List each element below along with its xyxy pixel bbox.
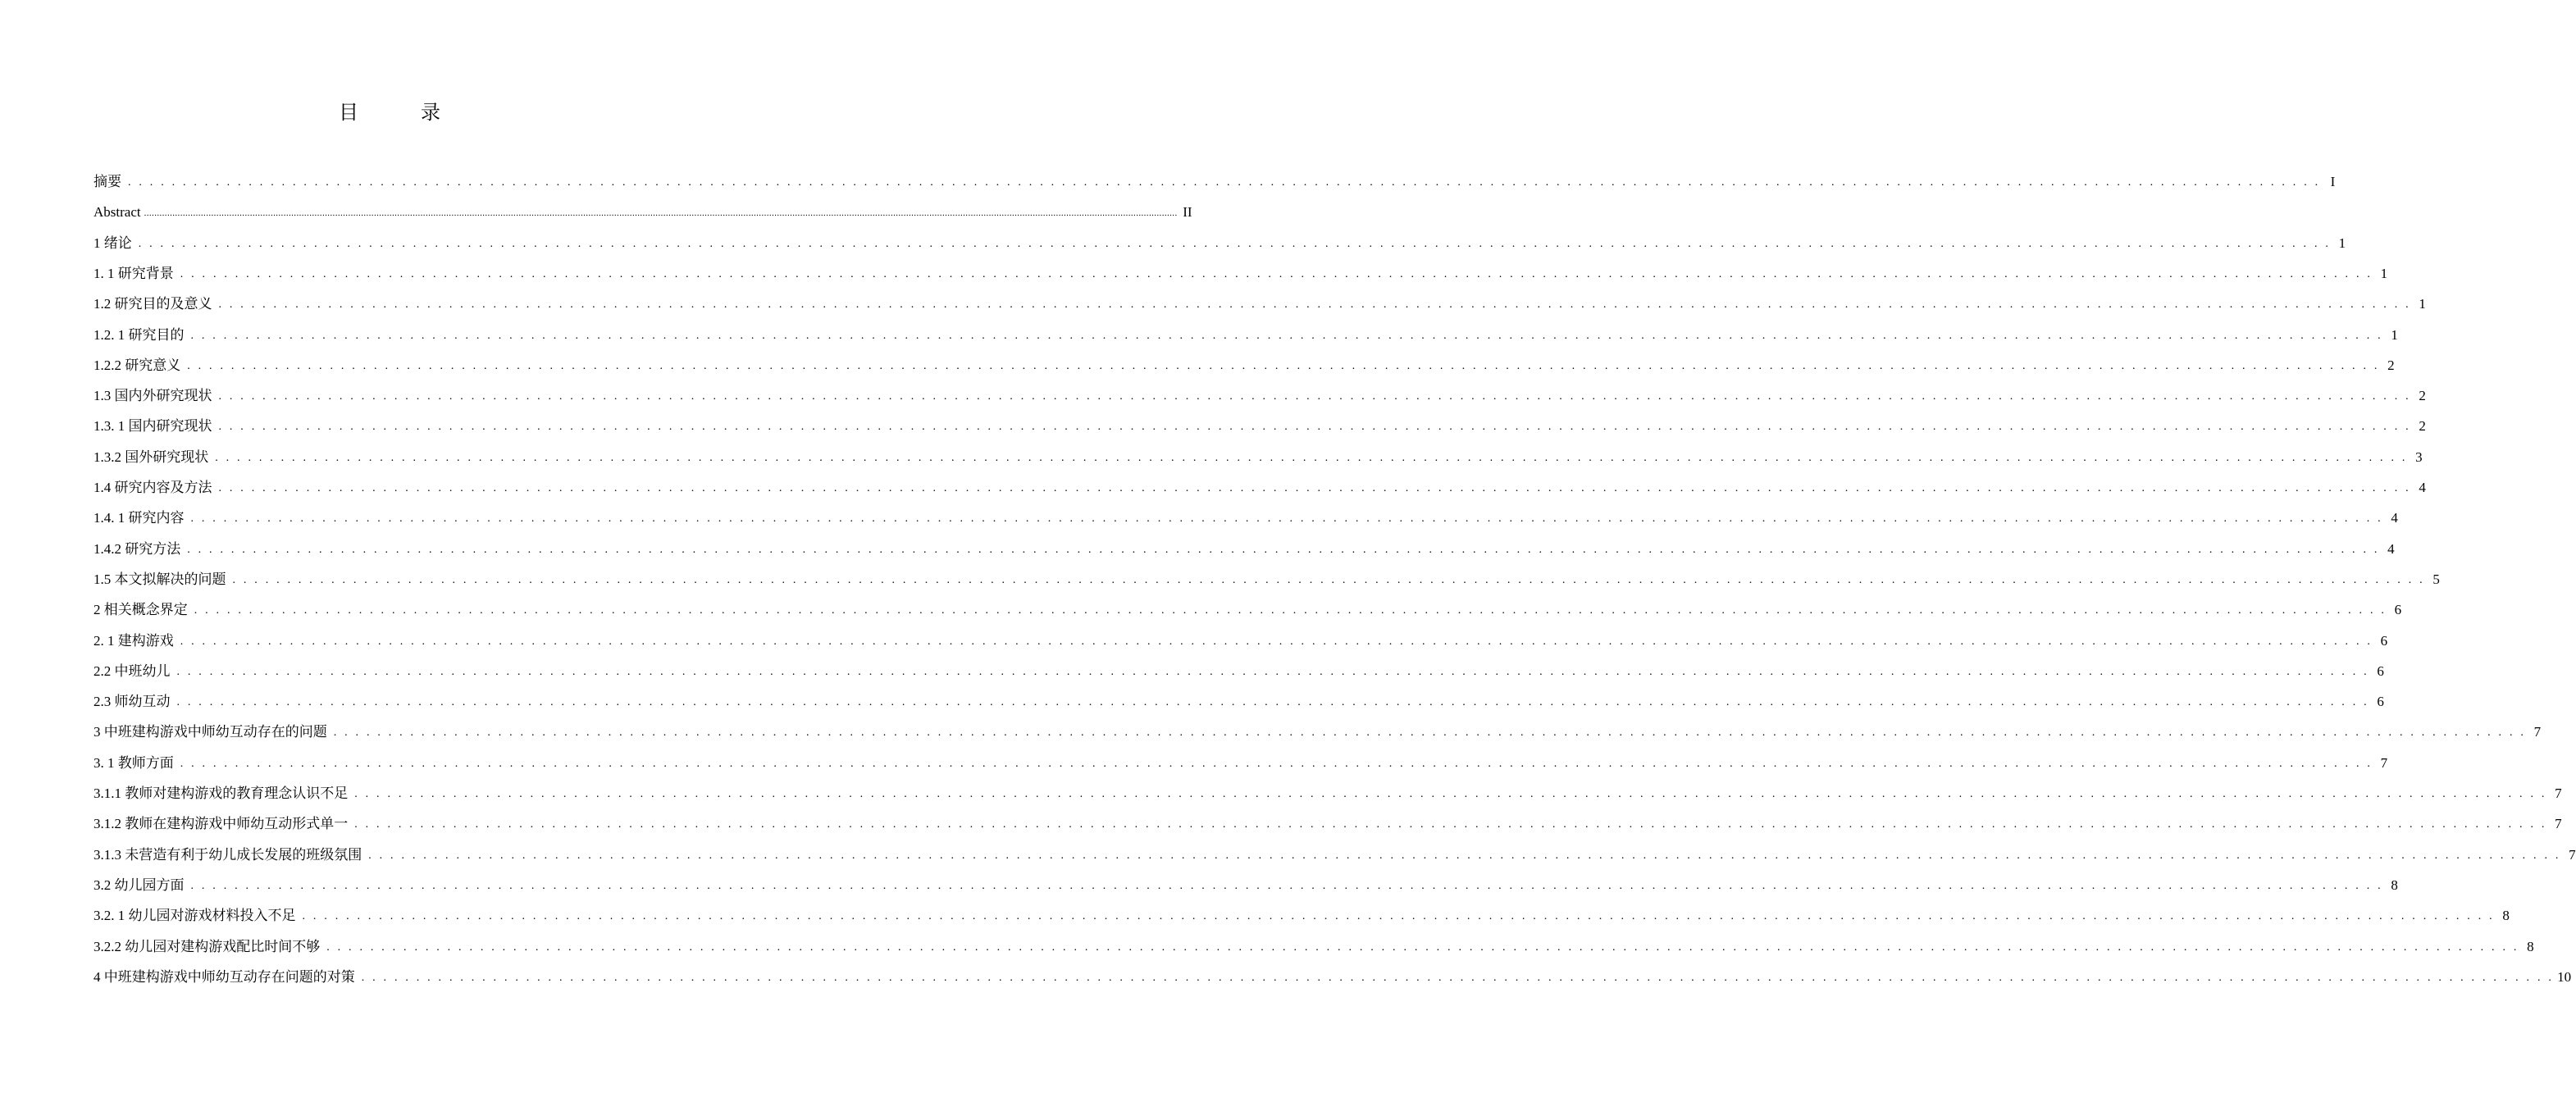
dot-leader: . . . . . . . . . . . . . . . . . . . . . . . . . . . . . . . . . . . . . . . . . . . . . . . . . . . . . . . . . . . . . . . . . . . . . . . . . . . . . . . . . . . . . . . . . . . . . . . . . . . . . . . . . . . . . . . . . . . . . . . . . . . . . . . . . . . . . . . . . . . . . . . . . . . . . . . . . . . . . . . . . . . . . . . . . . . . . . . . . . . . . . . . . . . . . . . . . . . . . . . . [218, 390, 2411, 403]
dot-leader: . . . . . . . . . . . . . . . . . . . . . . . . . . . . . . . . . . . . . . . . . . . . . . . . . . . . . . . . . . . . . . . . . . . . . . . . . . . . . . . . . . . . . . . . . . . . . . . . . . . . . . . . . . . . . . . . . . . . . . . . . . . . . . . . . . . . . . . . . . . . . . . . . . . . . . . . . . . . . . . . . . . . . . . . . . . . . . . . . . . . . . . . . . . . . . . . . . . . . . . . [176, 665, 2369, 678]
toc-entry-page: 6 [2377, 663, 2384, 679]
toc-entry-label: 1.3 国内外研究现状 [93, 388, 212, 404]
toc-entry-label: 3.2 幼儿园方面 [93, 877, 185, 893]
toc-entry-label: 3.1.2 教师在建构游戏中师幼互动形式单一 [93, 816, 349, 832]
toc-entry-label: 1.5 本文拟解决的问题 [93, 571, 226, 587]
toc-entry-page: 10 [2557, 968, 2572, 985]
toc-entry-page: 7 [2555, 816, 2562, 832]
toc-entry-page: 1 [2419, 296, 2426, 312]
toc-entry-label: 3.1.3 未营造有利于幼儿成长发展的班级氛围 [93, 846, 362, 863]
toc-entry[interactable] [93, 965, 2572, 986]
toc-entry-label: 3.1.1 教师对建构游戏的教育理念认识不足 [93, 786, 349, 801]
dot-leader: . . . . . . . . . . . . . . . . . . . . . . . . . . . . . . . . . . . . . . . . . . . . . . . . . . . . . . . . . . . . . . . . . . . . . . . . . . . . . . . . . . . . . . . . . . . . . . . . . . . . . . . . . . . . . . . . . . . . . . . . . . . . . . . . . . . . . . . . . . . . . . . . . . . . . . . . . . . . . . . . . . . . . . . . . . . . . . . . . . . . . . . . . . . . . . . . . . . . . . . . [333, 726, 2527, 740]
dot-leader: . . . . . . . . . . . . . . . . . . . . . . . . . . . . . . . . . . . . . . . . . . . . . . . . . . . . . . . . . . . . . . . . . . . . . . . . . . . . . . . . . . . . . . . . . . . . . . . . . . . . . . . . . . . . . . . . . . . . . . . . . . . . . . . . . . . . . . . . . . . . . . . . . . . . . . . . . . . . . . . . . . . . . . . . . . . . . . . . . . . . . . . . . . . . . . . . . . . . . . . . [232, 573, 2425, 586]
toc-entry[interactable] [93, 353, 2395, 375]
toc-entry-page: 7 [2569, 846, 2576, 863]
dot-leader: . . . . . . . . . . . . . . . . . . . . . . . . . . . . . . . . . . . . . . . . . . . . . . . . . . . . . . . . . . . . . . . . . . . . . . . . . . . . . . . . . . . . . . . . . . . . . . . . . . . . . . . . . . . . . . . . . . . . . . . . . . . . . . . . . . . . . . . . . . . . . . . . . . . . . . . . . . . . . . . . . . . . . . . . . . . . . . . . . . . . . . . . . . . . . . . . . . . . . . . . [138, 237, 2332, 250]
dot-leader: . . . . . . . . . . . . . . . . . . . . . . . . . . . . . . . . . . . . . . . . . . . . . . . . . . . . . . . . . . . . . . . . . . . . . . . . . . . . . . . . . . . . . . . . . . . . . . . . . . . . . . . . . . . . . . . . . . . . . . . . . . . . . . . . . . . . . . . . . . . . . . . . . . . . . . . . . . . . . . . . . . . . . . . . . . . . . . . . . . . . . . . . . . . . . . . . . . . . . . . . [354, 818, 2547, 831]
toc-entry-page: 8 [2527, 938, 2534, 954]
toc-entry[interactable] [93, 323, 2398, 344]
toc-entry[interactable] [93, 873, 2398, 895]
toc-entry-label: 3.2. 1 幼儿园对游戏材料投入不足 [93, 908, 296, 924]
dot-leader: ................................................................................................................................................................................................................................................................................................................................................................................................................ [144, 208, 1178, 219]
dot-leader: . . . . . . . . . . . . . . . . . . . . . . . . . . . . . . . . . . . . . . . . . . . . . . . . . . . . . . . . . . . . . . . . . . . . . . . . . . . . . . . . . . . . . . . . . . . . . . . . . . . . . . . . . . . . . . . . . . . . . . . . . . . . . . . . . . . . . . . . . . . . . . . . . . . . . . . . . . . . . . . . . . . . . . . . . . . . . . . . . . . . . . . . . . . . . . . . . . . . . . . . [215, 451, 2408, 464]
dot-leader: . . . . . . . . . . . . . . . . . . . . . . . . . . . . . . . . . . . . . . . . . . . . . . . . . . . . . . . . . . . . . . . . . . . . . . . . . . . . . . . . . . . . . . . . . . . . . . . . . . . . . . . . . . . . . . . . . . . . . . . . . . . . . . . . . . . . . . . . . . . . . . . . . . . . . . . . . . . . . . . . . . . . . . . . . . . . . . . . . . . . . . . . . . . . . . . . . . . . . . . . [190, 512, 2383, 526]
toc-entry[interactable] [93, 537, 2395, 558]
toc-entry-label: 2. 1 建构游戏 [93, 632, 174, 649]
toc-entry-page: 8 [2391, 877, 2398, 893]
toc-entry-label: 2.3 师幼互动 [93, 694, 171, 710]
dot-leader: . . . . . . . . . . . . . . . . . . . . . . . . . . . . . . . . . . . . . . . . . . . . . . . . . . . . . . . . . . . . . . . . . . . . . . . . . . . . . . . . . . . . . . . . . . . . . . . . . . . . . . . . . . . . . . . . . . . . . . . . . . . . . . . . . . . . . . . . . . . . . . . . . . . . . . . . . . . . . . . . . . . . . . . . . . . . . . . . . . . . . . . . . . . . . . . . . . . . . . . . [190, 329, 2383, 342]
toc-entry-label: 1.2 研究目的及意义 [93, 296, 212, 312]
toc-entry-label: 3.2.2 幼儿园对建构游戏配比时间不够 [93, 938, 321, 954]
toc-entry-label: 1.2. 1 研究目的 [93, 326, 185, 343]
toc-entry-page: 7 [2533, 724, 2542, 740]
toc-entry[interactable] [93, 476, 2426, 497]
dot-leader: . . . . . . . . . . . . . . . . . . . . . . . . . . . . . . . . . . . . . . . . . . . . . . . . . . . . . . . . . . . . . . . . . . . . . . . . . . . . . . . . . . . . . . . . . . . . . . . . . . . . . . . . . . . . . . . . . . . . . . . . . . . . . . . . . . . . . . . . . . . . . . . . . . . . . . . . . . . . . . . . . . . . . . . . . . . . . . . . . . . . . . . . . . . . . . . . . . . . . . . . [218, 298, 2411, 312]
toc-entry-label: 1.3. 1 国内研究现状 [93, 418, 212, 435]
toc-entry-page: I [2330, 174, 2336, 189]
toc-entry[interactable] [93, 629, 2388, 650]
toc-entry[interactable] [93, 904, 2510, 925]
toc-entry[interactable] [93, 292, 2426, 313]
dot-leader: . . . . . . . . . . . . . . . . . . . . . . . . . . . . . . . . . . . . . . . . . . . . . . . . . . . . . . . . . . . . . . . . . . . . . . . . . . . . . . . . . . . . . . . . . . . . . . . . . . . . . . . . . . . . . . . . . . . . . . . . . . . . . . . . . . . . . . . . . . . . . . . . . . . . . . . . . . . . . . . . . . . . . . . . . . . . . . . . . . . . . . . . . . . . . . . . . . . . . . . . [128, 176, 2321, 189]
toc-entry[interactable] [93, 690, 2384, 711]
toc-entry[interactable] [93, 598, 2402, 619]
toc-entry[interactable] [93, 659, 2384, 681]
toc-entry-page: 3 [2415, 449, 2423, 465]
page-title: 目 录 [339, 102, 462, 124]
dot-leader: . . . . . . . . . . . . . . . . . . . . . . . . . . . . . . . . . . . . . . . . . . . . . . . . . . . . . . . . . . . . . . . . . . . . . . . . . . . . . . . . . . . . . . . . . . . . . . . . . . . . . . . . . . . . . . . . . . . . . . . . . . . . . . . . . . . . . . . . . . . . . . . . . . . . . . . . . . . . . . . . . . . . . . . . . . . . . . . . . . . . . . . . . . . . . . . . . . . . . . . . [218, 482, 2411, 494]
toc-entry[interactable] [93, 812, 2562, 833]
toc-entry-page: 6 [2394, 602, 2402, 618]
toc-entry-page: 2 [2387, 357, 2395, 373]
dot-leader: . . . . . . . . . . . . . . . . . . . . . . . . . . . . . . . . . . . . . . . . . . . . . . . . . . . . . . . . . . . . . . . . . . . . . . . . . . . . . . . . . . . . . . . . . . . . . . . . . . . . . . . . . . . . . . . . . . . . . . . . . . . . . . . . . . . . . . . . . . . . . . . . . . . . . . . . . . . . . . . . . . . . . . . . . . . . . . . . . . . . . . . . . . . . . . . . . . . . . . . . [302, 910, 2495, 923]
dot-leader: . . . . . . . . . . . . . . . . . . . . . . . . . . . . . . . . . . . . . . . . . . . . . . . . . . . . . . . . . . . . . . . . . . . . . . . . . . . . . . . . . . . . . . . . . . . . . . . . . . . . . . . . . . . . . . . . . . . . . . . . . . . . . . . . . . . . . . . . . . . . . . . . . . . . . . . . . . . . . . . . . . . . . . . . . . . . . . . . . . . . . . . . . . . . . . . . . . . . . . . . [354, 788, 2547, 800]
toc-entry[interactable] [93, 935, 2534, 956]
dot-leader: . . . . . . . . . . . . . . . . . . . . . . . . . . . . . . . . . . . . . . . . . . . . . . . . . . . . . . . . . . . . . . . . . . . . . . . . . . . . . . . . . . . . . . . . . . . . . . . . . . . . . . . . . . . . . . . . . . . . . . . . . . . . . . . . . . . . . . . . . . . . . . . . . . . . . . . . . . . . . . . . . . . . . . . . . . . . . . . . . . . . . . . . . . . . . . . . . . . . . . . . [180, 635, 2373, 648]
toc-entry-page: 1 [2380, 265, 2388, 281]
toc-entry[interactable] [93, 384, 2426, 405]
toc-entry-label: 摘要 [93, 174, 121, 189]
toc-entry-page: 1 [2338, 235, 2346, 251]
dot-leader: . . . . . . . . . . . . . . . . . . . . . . . . . . . . . . . . . . . . . . . . . . . . . . . . . . . . . . . . . . . . . . . . . . . . . . . . . . . . . . . . . . . . . . . . . . . . . . . . . . . . . . . . . . . . . . . . . . . . . . . . . . . . . . . . . . . . . . . . . . . . . . . . . . . . . . . . . . . . . . . . . . . . . . . . . . . . . . . . . . . . . . . . . . . . . . . . . . . . . . . . [187, 543, 2380, 556]
toc-entry-label: 1.2.2 研究意义 [93, 357, 181, 373]
toc-entry[interactable] [93, 170, 2336, 191]
toc-entry[interactable] [93, 231, 2346, 253]
toc-entry-page: 8 [2502, 908, 2510, 924]
toc-entry-page: 5 [2432, 571, 2440, 587]
toc-entry-label: 1. 1 研究背景 [93, 265, 174, 281]
toc-entry-page: 4 [2419, 480, 2426, 495]
toc-entry-label: 1.3.2 国外研究现状 [93, 449, 209, 465]
dot-leader: . . . . . . . . . . . . . . . . . . . . . . . . . . . . . . . . . . . . . . . . . . . . . . . . . . . . . . . . . . . . . . . . . . . . . . . . . . . . . . . . . . . . . . . . . . . . . . . . . . . . . . . . . . . . . . . . . . . . . . . . . . . . . . . . . . . . . . . . . . . . . . . . . . . . . . . . . . . . . . . . . . . . . . . . . . . . . . . . . . . . . . . . . . . . . . . . . . . . . . . . [194, 604, 2387, 617]
dot-leader: . . . . . . . . . . . . . . . . . . . . . . . . . . . . . . . . . . . . . . . . . . . . . . . . . . . . . . . . . . . . . . . . . . . . . . . . . . . . . . . . . . . . . . . . . . . . . . . . . . . . . . . . . . . . . . . . . . . . . . . . . . . . . . . . . . . . . . . . . . . . . . . . . . . . . . . . . . . . . . . . . . . . . . . . . . . . . . . . . . . . . . . . . . . . . . . . . . . . . . . . [368, 849, 2561, 862]
toc-entry-label: 4 中班建构游戏中师幼互动存在问题的对策 [93, 968, 355, 985]
toc-entry-label: 2.2 中班幼儿 [93, 663, 171, 679]
toc-entry-label: 3. 1 教师方面 [93, 754, 174, 771]
toc-entry[interactable] [93, 720, 2542, 741]
toc-entry-page: 7 [2555, 786, 2562, 801]
toc-entry-page: 6 [2380, 632, 2388, 649]
toc-entry[interactable] [93, 781, 2562, 803]
toc-entry-page: 4 [2391, 510, 2398, 526]
toc-entry[interactable] [93, 262, 2388, 283]
dot-leader: . . . . . . . . . . . . . . . . . . . . . . . . . . . . . . . . . . . . . . . . . . . . . . . . . . . . . . . . . . . . . . . . . . . . . . . . . . . . . . . . . . . . . . . . . . . . . . . . . . . . . . . . . . . . . . . . . . . . . . . . . . . . . . . . . . . . . . . . . . . . . . . . . . . . . . . . . . . . . . . . . . . . . . . . . . . . . . . . . . . . . . . . . . . . . . . . . . . . . . . . [187, 359, 2380, 372]
toc-entry-label: 1.4 研究内容及方法 [93, 480, 212, 495]
toc-entry[interactable] [93, 751, 2388, 772]
toc-entry[interactable] [93, 445, 2423, 467]
dot-leader: . . . . . . . . . . . . . . . . . . . . . . . . . . . . . . . . . . . . . . . . . . . . . . . . . . . . . . . . . . . . . . . . . . . . . . . . . . . . . . . . . . . . . . . . . . . . . . . . . . . . . . . . . . . . . . . . . . . . . . . . . . . . . . . . . . . . . . . . . . . . . . . . . . . . . . . . . . . . . . . . . . . . . . . . . . . . . . . . . . . . . . . . . . . . . . . . . . . . . . . . [176, 696, 2369, 709]
toc-entry-page: 4 [2387, 540, 2395, 557]
dot-leader: . . . . . . . . . . . . . . . . . . . . . . . . . . . . . . . . . . . . . . . . . . . . . . . . . . . . . . . . . . . . . . . . . . . . . . . . . . . . . . . . . . . . . . . . . . . . . . . . . . . . . . . . . . . . . . . . . . . . . . . . . . . . . . . . . . . . . . . . . . . . . . . . . . . . . . . . . . . . . . . . . . . . . . . . . . . . . . . . . . . . . . . . . . . . . . . . . . . . . . . . [218, 421, 2411, 434]
toc-entry[interactable] [93, 567, 2440, 589]
dot-leader: . . . . . . . . . . . . . . . . . . . . . . . . . . . . . . . . . . . . . . . . . . . . . . . . . . . . . . . . . . . . . . . . . . . . . . . . . . . . . . . . . . . . . . . . . . . . . . . . . . . . . . . . . . . . . . . . . . . . . . . . . . . . . . . . . . . . . . . . . . . . . . . . . . . . . . . . . . . . . . . . . . . . . . . . . . . . . . . . . . . . . . . . . . . . . . . . . . . . . . . . [180, 267, 2373, 280]
toc-entry[interactable] [93, 506, 2398, 527]
toc-entry-page: 7 [2380, 754, 2388, 771]
toc-entry-page: 2 [2419, 418, 2426, 435]
toc-entry-label: 1 绪论 [93, 235, 132, 251]
dot-leader: . . . . . . . . . . . . . . . . . . . . . . . . . . . . . . . . . . . . . . . . . . . . . . . . . . . . . . . . . . . . . . . . . . . . . . . . . . . . . . . . . . . . . . . . . . . . . . . . . . . . . . . . . . . . . . . . . . . . . . . . . . . . . . . . . . . . . . . . . . . . . . . . . . . . . . . . . . . . . . . . . . . . . . . . . . . . . . . . . . . . . . . . . . . . . . . . . . . . . . . . [326, 940, 2519, 954]
dot-leader: . . . . . . . . . . . . . . . . . . . . . . . . . . . . . . . . . . . . . . . . . . . . . . . . . . . . . . . . . . . . . . . . . . . . . . . . . . . . . . . . . . . . . . . . . . . . . . . . . . . . . . . . . . . . . . . . . . . . . . . . . . . . . . . . . . . . . . . . . . . . . . . . . . . . . . . . . . . . . . . . . . . . . . . . . . . . . . . . . . . . . . . . . . . . . . . . . . . . . . . . [361, 971, 2555, 984]
toc-entry-label: 1.4. 1 研究内容 [93, 510, 185, 526]
toc-entry-page: 2 [2419, 388, 2426, 404]
toc-entry-page: 6 [2377, 694, 2384, 710]
toc-entry-label: 2 相关概念界定 [93, 602, 188, 618]
toc-entry-page: II [1183, 204, 1192, 221]
toc-entry-label: Abstract [93, 204, 141, 221]
toc-entry[interactable] [93, 200, 1192, 221]
toc-entry-label: 1.4.2 研究方法 [93, 540, 181, 557]
toc-entry[interactable] [93, 843, 2576, 864]
dot-leader: . . . . . . . . . . . . . . . . . . . . . . . . . . . . . . . . . . . . . . . . . . . . . . . . . . . . . . . . . . . . . . . . . . . . . . . . . . . . . . . . . . . . . . . . . . . . . . . . . . . . . . . . . . . . . . . . . . . . . . . . . . . . . . . . . . . . . . . . . . . . . . . . . . . . . . . . . . . . . . . . . . . . . . . . . . . . . . . . . . . . . . . . . . . . . . . . . . . . . . . . [190, 879, 2383, 892]
toc-entry-label: 3 中班建构游戏中师幼互动存在的问题 [93, 724, 327, 740]
dot-leader: . . . . . . . . . . . . . . . . . . . . . . . . . . . . . . . . . . . . . . . . . . . . . . . . . . . . . . . . . . . . . . . . . . . . . . . . . . . . . . . . . . . . . . . . . . . . . . . . . . . . . . . . . . . . . . . . . . . . . . . . . . . . . . . . . . . . . . . . . . . . . . . . . . . . . . . . . . . . . . . . . . . . . . . . . . . . . . . . . . . . . . . . . . . . . . . . . . . . . . . . [180, 757, 2373, 770]
toc-entry[interactable] [93, 414, 2426, 435]
toc-entry-page: 1 [2391, 326, 2398, 343]
